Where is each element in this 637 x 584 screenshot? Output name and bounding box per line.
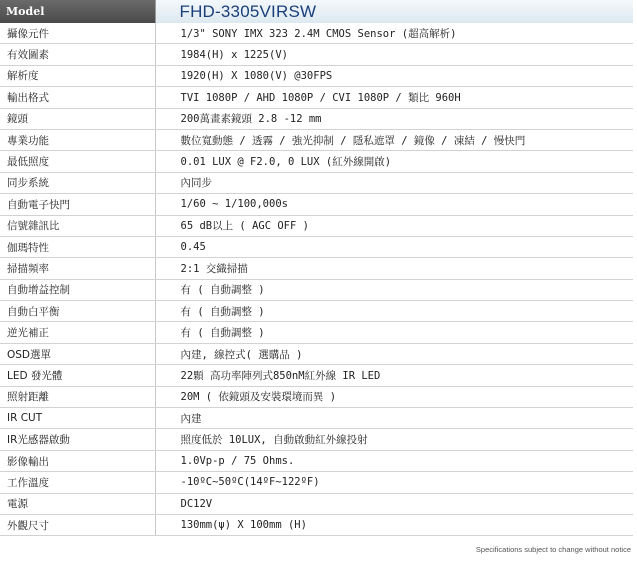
spec-row xyxy=(0,301,633,322)
spec-value: DC12V xyxy=(155,493,633,514)
spec-value: 20M ( 依鏡頭及安裝環境而異 ) xyxy=(155,386,633,407)
spec-value: 1984(H) x 1225(V) xyxy=(155,44,633,65)
model-number: FHD-3305VIRSW xyxy=(155,0,633,23)
spec-label: 自動白平衡 xyxy=(0,301,155,322)
spec-value: 有 ( 自動調整 ) xyxy=(155,322,633,343)
spec-label: 同步系統 xyxy=(0,172,155,193)
spec-row xyxy=(0,322,633,343)
model-header-label: Model xyxy=(0,0,155,23)
spec-row xyxy=(0,514,633,535)
spec-value: 65 dB以上 ( AGC OFF ) xyxy=(155,215,633,236)
spec-row xyxy=(0,151,633,172)
spec-value: 有 ( 自動調整 ) xyxy=(155,279,633,300)
spec-row xyxy=(0,279,633,300)
spec-row xyxy=(0,236,633,257)
spec-value: 照度低於 10LUX, 自動啟動紅外線投射 xyxy=(155,429,633,450)
spec-value: 1/60 ~ 1/100,000s xyxy=(155,194,633,215)
spec-row xyxy=(0,258,633,279)
spec-header-row xyxy=(0,0,633,23)
spec-value: 2:1 交織掃描 xyxy=(155,258,633,279)
spec-value: 1920(H) X 1080(V) @30FPS xyxy=(155,65,633,86)
spec-label: 有效圖素 xyxy=(0,44,155,65)
spec-row xyxy=(0,365,633,386)
spec-row xyxy=(0,472,633,493)
spec-value: 內建 xyxy=(155,408,633,429)
spec-label: 照射距離 xyxy=(0,386,155,407)
spec-value: 200萬畫素鏡頭 2.8 -12 mm xyxy=(155,108,633,129)
spec-label: 自動增益控制 xyxy=(0,279,155,300)
spec-value: 130mm(ψ) X 100mm (H) xyxy=(155,514,633,535)
spec-row xyxy=(0,65,633,86)
spec-row xyxy=(0,386,633,407)
spec-row xyxy=(0,108,633,129)
spec-label: 逆光補正 xyxy=(0,322,155,343)
spec-row xyxy=(0,23,633,44)
spec-row xyxy=(0,215,633,236)
spec-label: 專業功能 xyxy=(0,129,155,150)
spec-row xyxy=(0,44,633,65)
spec-row xyxy=(0,493,633,514)
spec-value: TVI 1080P / AHD 1080P / CVI 1080P / 類比 960H xyxy=(155,87,633,108)
spec-row xyxy=(0,450,633,471)
spec-value: -10ºC~50ºC(14ºF~122ºF) xyxy=(155,472,633,493)
spec-label: 最低照度 xyxy=(0,151,155,172)
spec-value: 1.0Vp-p / 75 Ohms. xyxy=(155,450,633,471)
spec-label: LED 發光體 xyxy=(0,365,155,386)
footnote-disclaimer: Specifications subject to change without notice xyxy=(475,545,631,554)
spec-label: 掃描頻率 xyxy=(0,258,155,279)
spec-label: 信號雜訊比 xyxy=(0,215,155,236)
spec-value: 22顆 高功率陣列式850nM紅外線 IR LED xyxy=(155,365,633,386)
spec-label: 工作溫度 xyxy=(0,472,155,493)
spec-value: 0.01 LUX @ F2.0, 0 LUX (紅外線開啟) xyxy=(155,151,633,172)
spec-row xyxy=(0,194,633,215)
spec-label: IR CUT xyxy=(0,408,155,429)
spec-label: 外觀尺寸 xyxy=(0,514,155,535)
spec-label: 攝像元件 xyxy=(0,23,155,44)
spec-label: 影像輸出 xyxy=(0,450,155,471)
spec-label: 電源 xyxy=(0,493,155,514)
spec-value: 內建, 線控式( 選購品 ) xyxy=(155,343,633,364)
spec-label: 輸出格式 xyxy=(0,87,155,108)
spec-rows xyxy=(0,23,633,536)
spec-row xyxy=(0,172,633,193)
spec-label: OSD選單 xyxy=(0,343,155,364)
spec-value: 有 ( 自動調整 ) xyxy=(155,301,633,322)
spec-row xyxy=(0,129,633,150)
spec-label: 解析度 xyxy=(0,65,155,86)
spec-label: 鏡頭 xyxy=(0,108,155,129)
spec-value: 內同步 xyxy=(155,172,633,193)
spec-row xyxy=(0,343,633,364)
spec-label: 自動電子快門 xyxy=(0,194,155,215)
spec-label: 伽瑪特性 xyxy=(0,236,155,257)
spec-value: 0.45 xyxy=(155,236,633,257)
spec-value: 數位寬動態 / 透霧 / 強光抑制 / 隱私遮罩 / 鏡像 / 凍結 / 慢快門 xyxy=(155,129,633,150)
spec-row xyxy=(0,87,633,108)
spec-label: IR光感器啟動 xyxy=(0,429,155,450)
spec-row xyxy=(0,408,633,429)
spec-row xyxy=(0,429,633,450)
spec-value: 1/3" SONY IMX 323 2.4M CMOS Sensor (超高解析) xyxy=(155,23,633,44)
